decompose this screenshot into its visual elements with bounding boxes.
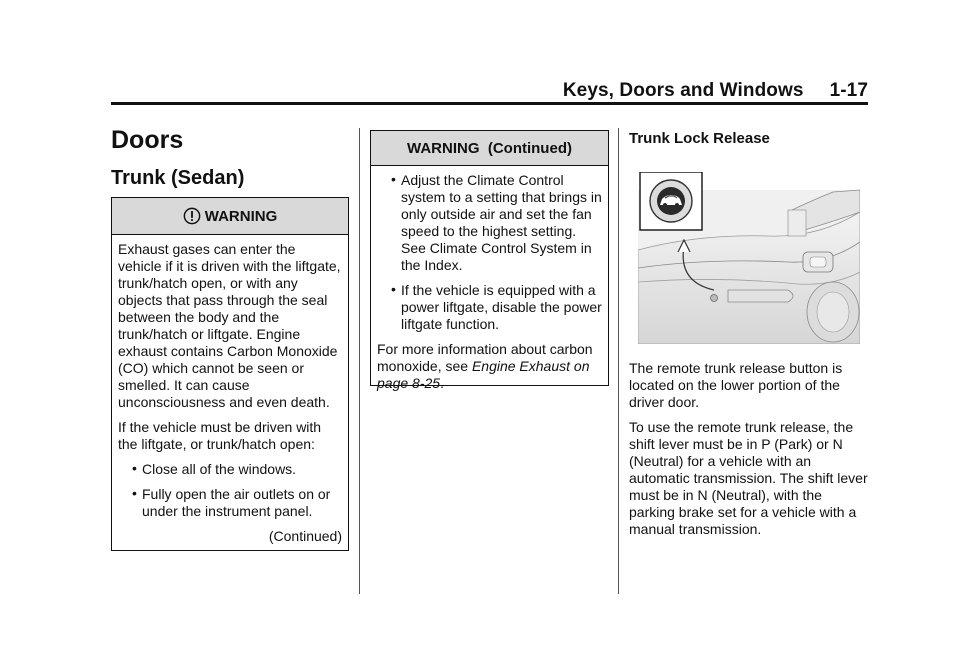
continued-label: (Continued) bbox=[268, 528, 342, 544]
warning-title-text: WARNING (Continued) bbox=[407, 139, 572, 157]
warning-box bbox=[111, 197, 349, 551]
warning-title bbox=[371, 131, 608, 166]
warning-title-text: WARNING bbox=[204, 207, 278, 225]
list-item: • If the vehicle is equipped with a power liftgate, disable the power liftgate function. bbox=[377, 282, 602, 333]
warning-box-continued bbox=[370, 130, 609, 391]
warning-body bbox=[112, 235, 348, 545]
page-number: 1-17 bbox=[829, 80, 868, 101]
list-item: • Fully open the air outlets on or under the instrument panel. bbox=[118, 486, 342, 520]
cross-reference-link[interactable]: Engine Exhaust on page 8-25 bbox=[377, 358, 590, 391]
warning-body bbox=[371, 166, 608, 392]
subsection-heading: Trunk (Sedan) bbox=[111, 167, 245, 189]
warning-list bbox=[377, 172, 602, 333]
warning-paragraph: Exhaust gases can enter the vehicle if it is driven with the liftgate, trunk/hatch open, or with any objects that pass through the seal between the body and the trunk/hatch or liftgate. Engine exhaust contains Carbon Monoxide (CO) which cannot be seen or smelled. It can cause unconsciousness and even death. bbox=[118, 241, 341, 410]
trunk-release-text bbox=[629, 360, 869, 546]
page-header bbox=[563, 80, 868, 102]
warning-title bbox=[112, 198, 348, 235]
column-divider bbox=[618, 128, 619, 594]
paragraph: The remote trunk release button is located on the lower portion of the driver door. bbox=[629, 360, 843, 410]
list-item: • Adjust the Climate Control system to a setting that brings in only outside air and set the fan speed to the highest setting. See Climate Control System in the Index. bbox=[377, 172, 602, 274]
header-rule bbox=[111, 102, 868, 105]
list-item: • Close all of the windows. bbox=[118, 461, 342, 478]
section-title: Keys, Doors and Windows bbox=[562, 80, 804, 101]
warning-paragraph: If the vehicle must be driven with the liftgate, or trunk/hatch open: bbox=[118, 419, 322, 452]
column-divider bbox=[359, 128, 360, 594]
door-panel-illustration bbox=[638, 172, 860, 344]
paragraph: To use the remote trunk release, the shift lever must be in P (Park) or N (Neutral) for a vehicle with an automatic transmission. The shift lever must be in N (Neutral), with the parking brake set for a vehicle with a manual transmission. bbox=[629, 419, 868, 537]
warning-list bbox=[118, 461, 342, 520]
trunk-release-icon bbox=[650, 180, 692, 222]
more-info-suffix: . bbox=[440, 375, 444, 391]
section-heading: Doors bbox=[111, 126, 184, 154]
more-info-paragraph bbox=[377, 341, 602, 392]
section-heading: Trunk Lock Release bbox=[629, 130, 770, 147]
warning-triangle-icon bbox=[183, 207, 201, 225]
more-info-text: For more information about carbon monoxide, see bbox=[377, 341, 593, 374]
